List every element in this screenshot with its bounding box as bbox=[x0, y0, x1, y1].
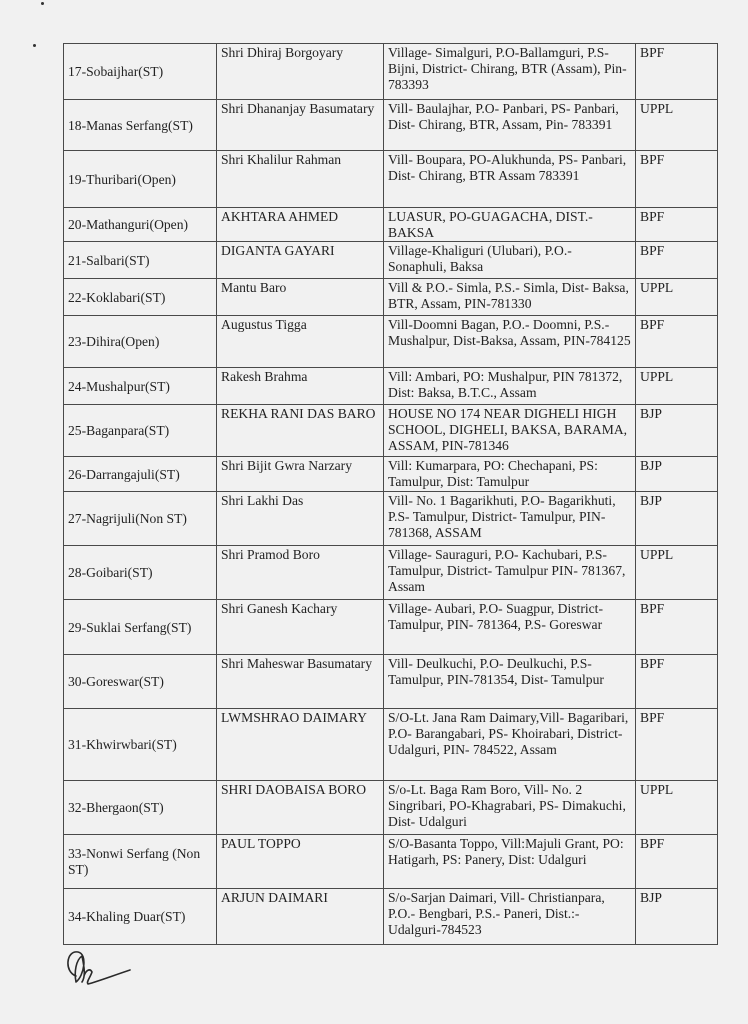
address-cell: HOUSE NO 174 NEAR DIGHELI HIGH SCHOOL, DIGHELI, BAKSA, BARAMA, ASSAM, PIN-781346 bbox=[384, 405, 636, 457]
party-cell: BPF bbox=[636, 208, 718, 242]
candidate-cell: Shri Ganesh Kachary bbox=[217, 600, 384, 655]
constituency-cell: 30-Goreswar(ST) bbox=[64, 655, 217, 709]
handwritten-signature bbox=[62, 942, 134, 992]
party-cell: UPPL bbox=[636, 279, 718, 316]
party-cell: BPF bbox=[636, 242, 718, 279]
constituency-cell: 32-Bhergaon(ST) bbox=[64, 781, 217, 835]
address-cell: Vill: Ambari, PO: Mushalpur, PIN 781372, Dist: Baksa, B.T.C., Assam bbox=[384, 368, 636, 405]
table-row bbox=[64, 709, 718, 781]
party-cell: BPF bbox=[636, 600, 718, 655]
address-cell: Vill: Kumarpara, PO: Chechapani, PS: Tamulpur, Dist: Tamulpur bbox=[384, 457, 636, 492]
constituency-cell: 18-Manas Serfang(ST) bbox=[64, 100, 217, 151]
candidate-cell: Shri Bijit Gwra Narzary bbox=[217, 457, 384, 492]
constituency-cell: 25-Baganpara(ST) bbox=[64, 405, 217, 457]
candidate-cell: Shri Khalilur Rahman bbox=[217, 151, 384, 208]
party-cell: BJP bbox=[636, 405, 718, 457]
address-cell: Vill-Doomni Bagan, P.O.- Doomni, P.S.-Mushalpur, Dist-Baksa, Assam, PIN-784125 bbox=[384, 316, 636, 368]
table-row bbox=[64, 405, 718, 457]
address-cell: S/O-Lt. Jana Ram Daimary,Vill- Bagaribari, P.O- Barangabari, PS- Khoirabari, District- Udalguri, PIN- 784522, Assam bbox=[384, 709, 636, 781]
party-cell: BPF bbox=[636, 709, 718, 781]
table-row bbox=[64, 781, 718, 835]
constituency-cell: 19-Thuribari(Open) bbox=[64, 151, 217, 208]
table-row bbox=[64, 316, 718, 368]
table-row bbox=[64, 457, 718, 492]
address-cell: Village- Simalguri, P.O-Ballamguri, P.S- Bijni, District- Chirang, BTR (Assam), Pin- 783393 bbox=[384, 44, 636, 100]
table-row bbox=[64, 655, 718, 709]
party-cell: UPPL bbox=[636, 368, 718, 405]
candidate-cell: REKHA RANI DAS BARO bbox=[217, 405, 384, 457]
party-cell: UPPL bbox=[636, 781, 718, 835]
address-cell: S/o-Lt. Baga Ram Boro, Vill- No. 2 Singribari, PO-Khagrabari, PS- Dimakuchi, Dist- Udalguri bbox=[384, 781, 636, 835]
address-cell: Vill- Deulkuchi, P.O- Deulkuchi, P.S- Tamulpur, PIN-781354, Dist- Tamulpur bbox=[384, 655, 636, 709]
party-cell: BPF bbox=[636, 655, 718, 709]
candidate-cell: LWMSHRAO DAIMARY bbox=[217, 709, 384, 781]
candidate-cell: Mantu Baro bbox=[217, 279, 384, 316]
party-cell: BPF bbox=[636, 44, 718, 100]
constituency-cell: 28-Goibari(ST) bbox=[64, 546, 217, 600]
constituency-cell: 31-Khwirwbari(ST) bbox=[64, 709, 217, 781]
table-row bbox=[64, 368, 718, 405]
table-row bbox=[64, 492, 718, 546]
candidate-cell: Shri Dhiraj Borgoyary bbox=[217, 44, 384, 100]
candidate-cell: Augustus Tigga bbox=[217, 316, 384, 368]
table-row bbox=[64, 100, 718, 151]
party-cell: BJP bbox=[636, 889, 718, 945]
scan-speck bbox=[33, 44, 36, 47]
party-cell: BPF bbox=[636, 316, 718, 368]
table-row bbox=[64, 208, 718, 242]
table-row bbox=[64, 889, 718, 945]
candidate-cell: Shri Dhananjay Basumatary bbox=[217, 100, 384, 151]
address-cell: Vill- Boupara, PO-Alukhunda, PS- Panbari, Dist- Chirang, BTR Assam 783391 bbox=[384, 151, 636, 208]
scan-speck bbox=[41, 2, 44, 5]
address-cell: Village-Khaliguri (Ulubari), P.O.- Sonaphuli, Baksa bbox=[384, 242, 636, 279]
candidate-cell: Shri Lakhi Das bbox=[217, 492, 384, 546]
party-cell: BJP bbox=[636, 457, 718, 492]
party-cell: UPPL bbox=[636, 546, 718, 600]
candidate-cell: Rakesh Brahma bbox=[217, 368, 384, 405]
constituency-cell: 22-Koklabari(ST) bbox=[64, 279, 217, 316]
candidate-table bbox=[63, 43, 718, 945]
party-cell: BPF bbox=[636, 151, 718, 208]
party-cell: BJP bbox=[636, 492, 718, 546]
party-cell: UPPL bbox=[636, 100, 718, 151]
candidate-cell: AKHTARA AHMED bbox=[217, 208, 384, 242]
address-cell: Vill & P.O.- Simla, P.S.- Simla, Dist- Baksa, BTR, Assam, PIN-781330 bbox=[384, 279, 636, 316]
address-cell: Vill- Baulajhar, P.O- Panbari, PS- Panbari, Dist- Chirang, BTR, Assam, Pin- 783391 bbox=[384, 100, 636, 151]
address-cell: S/O-Basanta Toppo, Vill:Majuli Grant, PO: Hatigarh, PS: Panery, Dist: Udalguri bbox=[384, 835, 636, 889]
constituency-cell: 26-Darrangajuli(ST) bbox=[64, 457, 217, 492]
table-row bbox=[64, 44, 718, 100]
table-row bbox=[64, 279, 718, 316]
constituency-cell: 27-Nagrijuli(Non ST) bbox=[64, 492, 217, 546]
address-cell: S/o-Sarjan Daimari, Vill- Christianpara, P.O.- Bengbari, P.S.- Paneri, Dist.:- Udalguri-784523 bbox=[384, 889, 636, 945]
address-cell: Village- Sauraguri, P.O- Kachubari, P.S- Tamulpur, District- Tamulpur PIN- 781367, Assam bbox=[384, 546, 636, 600]
table-row bbox=[64, 242, 718, 279]
table-row bbox=[64, 151, 718, 208]
table-row bbox=[64, 600, 718, 655]
constituency-cell: 20-Mathanguri(Open) bbox=[64, 208, 217, 242]
constituency-cell: 24-Mushalpur(ST) bbox=[64, 368, 217, 405]
candidate-cell: DIGANTA GAYARI bbox=[217, 242, 384, 279]
constituency-cell: 33-Nonwi Serfang (Non ST) bbox=[64, 835, 217, 889]
candidate-cell: PAUL TOPPO bbox=[217, 835, 384, 889]
constituency-cell: 21-Salbari(ST) bbox=[64, 242, 217, 279]
address-cell: Village- Aubari, P.O- Suagpur, District- Tamulpur, PIN- 781364, P.S- Goreswar bbox=[384, 600, 636, 655]
constituency-cell: 29-Suklai Serfang(ST) bbox=[64, 600, 217, 655]
constituency-cell: 17-Sobaijhar(ST) bbox=[64, 44, 217, 100]
candidate-cell: SHRI DAOBAISA BORO bbox=[217, 781, 384, 835]
address-cell: LUASUR, PO-GUAGACHA, DIST.- BAKSA bbox=[384, 208, 636, 242]
constituency-cell: 23-Dihira(Open) bbox=[64, 316, 217, 368]
candidate-cell: ARJUN DAIMARI bbox=[217, 889, 384, 945]
table-row bbox=[64, 546, 718, 600]
address-cell: Vill- No. 1 Bagarikhuti, P.O- Bagarikhuti, P.S- Tamulpur, District- Tamulpur, PIN- 781368, ASSAM bbox=[384, 492, 636, 546]
constituency-cell: 34-Khaling Duar(ST) bbox=[64, 889, 217, 945]
candidate-cell: Shri Pramod Boro bbox=[217, 546, 384, 600]
party-cell: BPF bbox=[636, 835, 718, 889]
table-row bbox=[64, 835, 718, 889]
candidate-table-body bbox=[64, 44, 718, 945]
candidate-cell: Shri Maheswar Basumatary bbox=[217, 655, 384, 709]
